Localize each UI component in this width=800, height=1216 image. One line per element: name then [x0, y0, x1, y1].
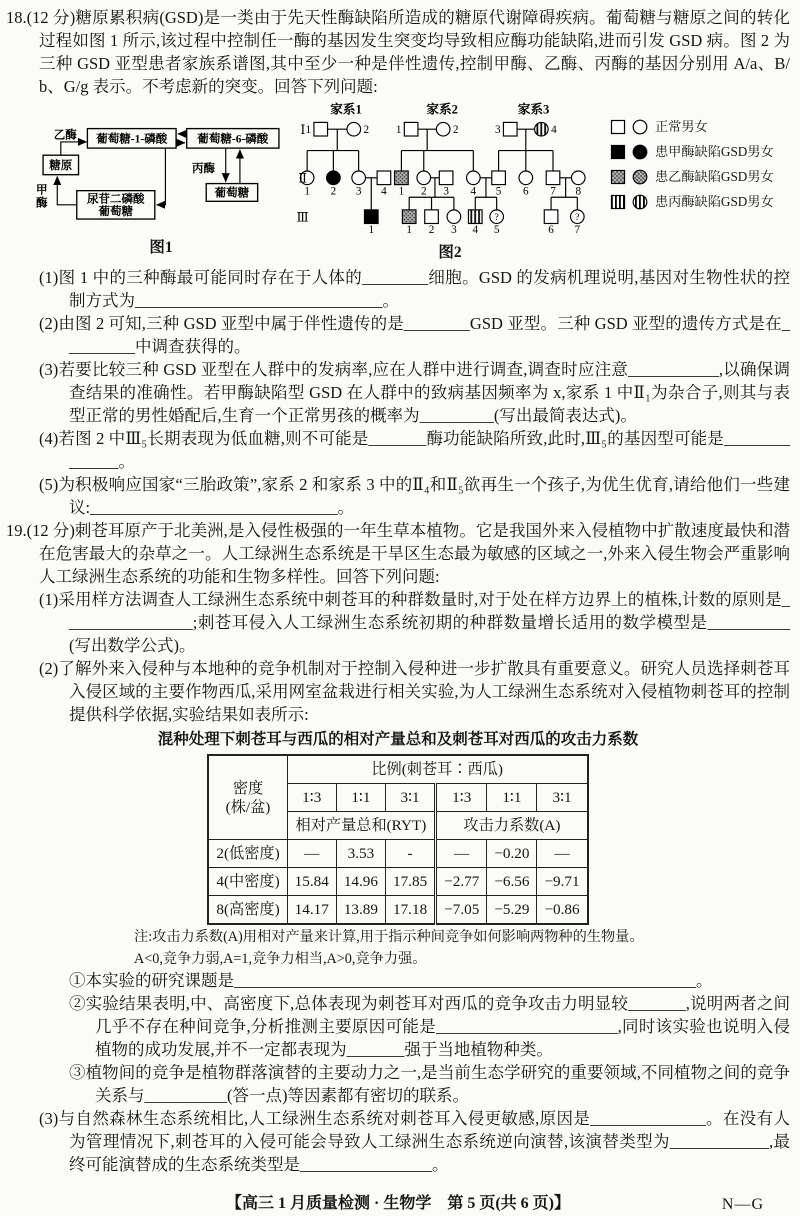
legend-label: 患甲酶缺陷GSD男女: [655, 144, 774, 159]
pedigree-node: [377, 171, 391, 185]
page-footer: [6, 1192, 790, 1215]
generation-label: Ⅱ: [298, 171, 307, 186]
pedigree-number: 6: [523, 185, 529, 198]
pedigree-node: [447, 210, 461, 224]
q19-sub-3: (3)与自然森林生态系统相比,人工绿洲生态系统对刺苍耳入侵更敏感,原因是______________。在没有人为管理情况下,刺苍耳的入侵可能会导致人工绿洲生态系统逆向演替,该演替类型为____________,最终可能演替成的生态系统类型是________________。: [39, 1109, 790, 1174]
ratio-header: 1∶1: [336, 784, 385, 812]
group-header-ryt: 相对产量总和(RYT): [287, 812, 436, 840]
row-header: 4(中密度): [208, 868, 287, 896]
pedigree-node: [544, 210, 558, 224]
ratio-header: 3∶1: [385, 784, 435, 812]
pedigree-number: 1: [398, 185, 405, 198]
query-mark: ?: [575, 212, 580, 224]
pedigree-node: [436, 122, 450, 136]
q18-sub-4: (4)若图 2 中Ⅲ₅长期表现为低血糖,则不可能是_______酶功能缺陷所致,此时,Ⅲ₅的基因型可能是______________。: [39, 429, 790, 471]
table-head-row-1: [208, 755, 587, 784]
pedigree-node: [314, 122, 328, 136]
data-cell: −0.86: [537, 896, 588, 925]
group-header-attack: 攻击力系数(A): [436, 812, 588, 840]
flow-box-label: 葡萄糖-6-磷酸: [197, 133, 269, 146]
pedigree-node: [425, 210, 439, 224]
flow-box-label: 尿苷二磷酸: [86, 193, 145, 206]
q19-sub-2: (2)了解外来入侵种与本地种的竞争机制对于控制入侵种进一步扩散具有重要意义。研究人员选择刺苍耳入侵区域的主要作物西瓜,采用网室盆栽进行相关实验,为人工绿洲生态系统对入侵植物刺苍耳的控制提供科学依据,实验结果如表所示:: [39, 659, 790, 724]
data-cell: —: [287, 840, 336, 868]
pedigree-legend: [610, 102, 774, 214]
table-head: [208, 755, 587, 840]
legend-square: [612, 170, 625, 183]
flow-box-label: 葡萄糖-1-磷酸: [96, 133, 168, 146]
pedigree-number: 1: [305, 124, 312, 137]
pedigree-number: 2: [428, 224, 435, 237]
data-cell: −2.77: [436, 868, 487, 896]
data-cell: −0.20: [487, 840, 537, 868]
table-row: [208, 840, 587, 868]
q18-intro: 18.(12 分)糖原累积病(GSD)是一类由于先天性酶缺陷所造成的糖原代谢障碍疾病。葡萄糖与糖原之间的转化过程如图 1 所示,该过程中控制任一酶的基因发生突变均导致相应酶功能缺陷,进而引发 GSD 病。图 2 为三种 GSD 亚型患者家族系谱图,其中至少一种是伴性遗传,控制甲酶、乙酶、丙酶的基因分别用 A/a、B/b、G/g 表示。不考虑新的突变。回答下列问题:: [6, 8, 790, 96]
pedigree-number: 4: [551, 124, 557, 137]
pedigree-node: [535, 122, 549, 136]
figure2-caption: 图2: [438, 244, 462, 261]
legend-circle: [633, 120, 647, 134]
flow-arrow: [61, 142, 87, 155]
flow-box-label: 葡萄糖: [214, 187, 250, 200]
legend-square: [612, 195, 625, 208]
pedigree-node: [364, 210, 378, 224]
pedigree-number: 2: [330, 185, 337, 198]
enzyme-label: 酶: [35, 197, 48, 210]
ratio-header: 1∶3: [436, 784, 487, 812]
pedigree-node: [395, 171, 409, 185]
q18-sub-3: (3)若要比较三种 GSD 亚型在人群中的发病率,应在人群中进行调查,调查时应注意___________,以确保调查结果的准确性。若甲酶缺陷型 GSD 在人群中的致病基因频率为 x,家系 1 中Ⅱ₁为杂合子,则其与表型正常的男性婚配后,生育一个正常男孩的概率为_________(写出最简表达式)。: [39, 360, 790, 425]
enzyme-label: 甲: [35, 184, 48, 197]
pedigree-number: 1: [304, 185, 310, 198]
data-cell: 17.85: [385, 868, 435, 896]
density-header-line2: (株/盆): [225, 798, 271, 816]
pedigree-node: [571, 171, 585, 185]
table-note-line1: 注:攻击力系数(A)用相对产量来计算,用于指示种间竞争如何影响两物种的生物量。: [134, 929, 644, 945]
flow-box-label: 糖原: [49, 159, 73, 172]
data-cell: 3.53: [336, 840, 385, 868]
data-cell: 17.18: [385, 896, 435, 925]
legend-symbols: [610, 119, 650, 135]
pedigree-node: [467, 171, 481, 185]
q19-intro: 19.(12 分)刺苍耳原产于北美洲,是入侵性极强的一年生草本植物。它是我国外来入侵植物中扩散速度最快和潜在危害最大的杂草之一。人工绿洲生态系统是干旱区生态最为敏感的区域之一,外来入侵生物会严重影响人工绿洲生态系统的功能和生物多样性。回答下列问题:: [6, 521, 790, 586]
legend-symbols: [610, 144, 650, 160]
footer-code: N—G: [721, 1196, 764, 1213]
q19-circle-1: ①本实验的研究课题是________________________________________________________。: [69, 971, 713, 990]
table-note-line2: A<0,竞争力弱,A=1,竞争力相当,A>0,竞争力强。: [134, 951, 427, 967]
table-row: [208, 868, 587, 896]
enzyme-label: 丙酶: [192, 163, 216, 176]
legend-square: [612, 120, 625, 133]
pedigree-node: [417, 171, 431, 185]
pedigree-number: 6: [548, 224, 554, 237]
pedigree-number: 4: [381, 185, 387, 198]
pedigree-number: 4: [470, 185, 477, 198]
row-header: 8(高密度): [208, 896, 287, 925]
data-cell: —: [436, 840, 487, 868]
legend-circle: [633, 145, 647, 159]
query-mark: ?: [494, 212, 499, 224]
pedigree-number: 1: [395, 124, 402, 137]
pedigree-node: [468, 210, 482, 224]
legend-symbols: [610, 194, 650, 210]
ratio-header: 1∶3: [287, 784, 336, 812]
pedigree-node: [439, 171, 453, 185]
legend-label: 患丙酶缺陷GSD男女: [655, 194, 774, 209]
pedigree-number: 2: [363, 124, 370, 137]
row-header: 2(低密度): [208, 840, 287, 868]
q18-sub-2: (2)由图 2 可知,三种 GSD 亚型中属于伴性遗传的是________GSD 亚型。三种 GSD 亚型的遗传方式是在_________中调查获得的。: [39, 314, 790, 356]
legend-circle: [633, 195, 647, 209]
data-cell: −5.29: [487, 896, 537, 925]
generation-label: Ⅲ: [296, 210, 309, 225]
pedigree-node: [402, 210, 416, 224]
pedigree-node: [327, 171, 341, 185]
legend-square: [612, 145, 625, 158]
density-header: [208, 755, 287, 840]
pedigree-node: [404, 122, 418, 136]
data-cell: —: [537, 840, 588, 868]
legend-circle: [633, 170, 647, 184]
pedigree-number: 3: [443, 185, 449, 198]
q19-circle-2: ②实验结果表明,中、高密度下,总体表现为刺苍耳对西瓜的竞争攻击力明显较_______,说明两者之间几乎不存在种间竞争,分析推测主要原因可能是______________________,同时该实验也说明入侵植物的成功发展,并不一定都表现为_______强于当地植物种类。: [69, 994, 790, 1059]
data-cell: 13.89: [336, 896, 385, 925]
figure2-wrap: [294, 102, 606, 264]
figure1-wrap: [32, 102, 290, 259]
family-title: 家系1: [330, 102, 362, 117]
legend-item: [610, 114, 774, 139]
data-cell: 15.84: [287, 868, 336, 896]
ratio-header: 3∶1: [537, 784, 588, 812]
q18-sub-1: (1)图 1 中的三种酶最可能同时存在于人体的________细胞。GSD 的发病机理说明,基因对生物性状的控制方式为______________________________。: [39, 268, 790, 310]
pedigree-number: 7: [574, 224, 581, 237]
q18-sub-5: (5)为积极响应国家“三胎政策”,家系 2 和家系 3 中的Ⅱ₄和Ⅱ₅欲再生一个孩子,为优生优育,请给他们一些建议:______________________________。: [39, 475, 790, 517]
experiment-table: [207, 754, 588, 925]
pedigree-node: [352, 171, 366, 185]
legend-item: [610, 164, 774, 189]
pedigree-node: [546, 171, 560, 185]
q19-circle-3: ③植物间的竞争是植物群落演替的主要动力之一,是当前生态学研究的重要领域,不同植物之间的竞争关系与__________(答一点)等因素都有密切的联系。: [69, 1063, 790, 1105]
legend-label: 正常男女: [655, 119, 708, 134]
pedigree-node: [503, 122, 517, 136]
pedigree-number: 7: [550, 185, 556, 198]
flow-box-label: 葡萄糖: [98, 206, 134, 219]
data-cell: 14.17: [287, 896, 336, 925]
pedigree-number: 1: [406, 224, 412, 237]
pedigree-number: 4: [472, 224, 479, 237]
density-header-line1: 密度: [232, 779, 264, 797]
figure1-svg: [32, 102, 290, 235]
table-row: [208, 896, 587, 925]
pedigree-number: 3: [494, 124, 501, 137]
ratio-title: 比例(刺苍耳∶西瓜): [287, 755, 587, 784]
legend-label: 患乙酶缺陷GSD男女: [655, 169, 774, 184]
ratio-header: 1∶1: [487, 784, 537, 812]
family-title: 家系3: [517, 102, 550, 117]
legend-symbols: [610, 169, 650, 185]
flow-arrow: [57, 176, 77, 204]
legend-item: [610, 139, 774, 164]
figure2-svg: [294, 102, 606, 240]
data-cell: −7.05: [436, 896, 487, 925]
enzyme-label: 乙酶: [53, 129, 77, 142]
family-title: 家系2: [426, 102, 459, 117]
pedigree-number: 3: [451, 224, 457, 237]
generation-label: Ⅰ: [300, 123, 306, 138]
pedigree-node: [519, 171, 533, 185]
pedigree-number: 5: [495, 185, 502, 198]
figures-row: [32, 102, 790, 264]
pedigree-number: 2: [420, 185, 427, 198]
pedigree-number: 8: [575, 185, 582, 198]
data-cell: −9.71: [537, 868, 588, 896]
data-cell: -: [385, 840, 435, 868]
table-body: [208, 840, 587, 925]
table-title: 混种处理下刺苍耳与西瓜的相对产量总和及刺苍耳对西瓜的攻击力系数: [157, 731, 639, 748]
legend-item: [610, 189, 774, 214]
pedigree-number: 1: [368, 224, 375, 237]
flow-arrow: [157, 148, 166, 205]
pedigree-node: [347, 122, 361, 136]
q19-sub-1: (1)采用样方法调查人工绿洲生态系统中刺苍耳的种群数量时,对于处在样方边界上的植株,计数的原则是________________;刺苍耳侵入人工绿洲生态系统初期的种群数量增长适用的数学模型是__________(写出数学公式)。: [39, 590, 790, 655]
pedigree-number: 3: [355, 185, 362, 198]
data-cell: 14.96: [336, 868, 385, 896]
data-cell: −6.56: [487, 868, 537, 896]
pedigree-node: [492, 171, 506, 185]
pedigree-number: 5: [493, 224, 500, 237]
pedigree-number: 2: [452, 124, 459, 137]
figure1-caption: 图1: [149, 239, 173, 256]
footer-center: 【高三 1 月质量检测 · 生物学 第 5 页(共 6 页)】: [226, 1195, 570, 1212]
